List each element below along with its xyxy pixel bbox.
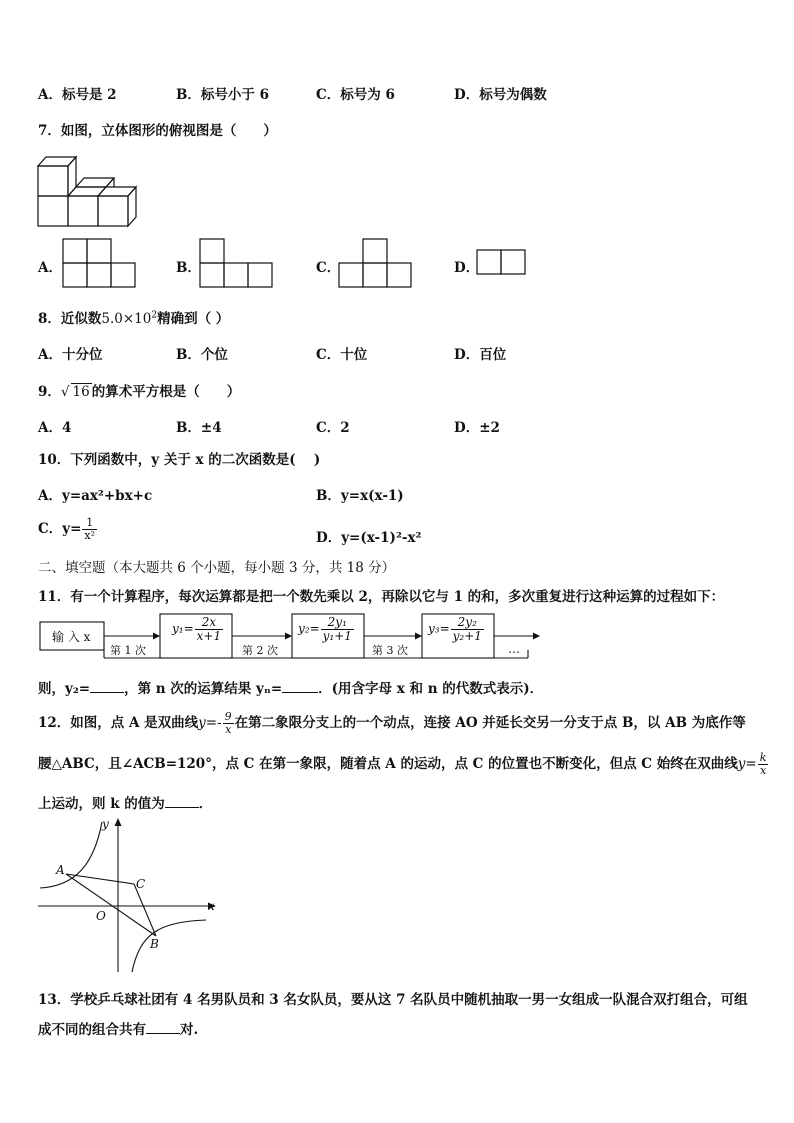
q11-blank-2[interactable] — [282, 692, 318, 693]
q12-hyperbola-figure — [36, 816, 226, 976]
q9-radicand: 16 — [72, 384, 90, 400]
q12-line2-a: 腰△ABC，且∠ACB=120°，点 C 在第一象限，随着点 A 的运动，点 C 的位置也不断变化，但点 C 始终在双曲线 — [38, 756, 738, 772]
q12-point-b-label: B — [150, 937, 159, 951]
q12-point-a-label: A — [56, 863, 65, 877]
q11-box3 — [428, 616, 485, 642]
q10-option-b: B．y=x(x-1) — [316, 488, 404, 504]
q12-line1-numerator: 9 — [224, 710, 232, 724]
q9-option-a: A．4 — [38, 420, 72, 436]
q11-answer-prefix: 则，y₂= — [38, 681, 91, 697]
q10-option-a: A．y=ax²+bx+c — [38, 488, 153, 504]
q11-box3-denominator: y₂+1 — [452, 628, 482, 643]
q8-option-a: A．十分位 — [38, 347, 103, 363]
q11-flow-step1: 第 1 次 — [110, 644, 146, 657]
q11-answer-suffix: ．(用含字母 x 和 n 的代数式表示)． — [318, 681, 544, 697]
q11-answer-line — [38, 677, 543, 697]
q7-stem: 7．如图，立体图形的俯视图是（ ） — [38, 123, 277, 139]
q8-stem — [38, 307, 229, 327]
q9-option-d: D．±2 — [454, 420, 500, 436]
q11-box2 — [298, 616, 355, 642]
q12-line3-b: ． — [198, 796, 213, 812]
q11-box1-numerator: 2x — [195, 616, 223, 630]
q7-label-b: B． — [176, 260, 201, 276]
q10-option-c — [38, 517, 98, 542]
q7-label-a: A． — [38, 260, 62, 276]
q11-box2-denominator: y₁+1 — [322, 628, 352, 643]
q7-option-d-figure — [476, 249, 528, 277]
q9-option-b: B．±4 — [176, 420, 222, 436]
q12-origin-label: O — [96, 909, 106, 923]
q11-box1-denominator: x+1 — [196, 628, 222, 643]
q10-option-c-denominator: x² — [84, 529, 96, 542]
q12-line2-denominator: x — [759, 764, 767, 777]
q11-box3-lhs: y₃= — [428, 621, 450, 636]
q11-flow-step2: 第 2 次 — [242, 644, 278, 657]
q11-flow-step3: 第 3 次 — [372, 644, 408, 657]
q13-line-1: 13．学校乒乓球社团有 4 名男队员和 3 名女队员，要从这 7 名队员中随机抽取一男一女组成一队混合双打组合，可组 — [38, 992, 748, 1008]
q13-blank[interactable] — [146, 1033, 180, 1034]
q11-flow-ellipsis: … — [508, 642, 520, 656]
q7-solid-figure — [36, 152, 156, 232]
q12-line1-denominator: x — [225, 723, 232, 736]
q11-box2-numerator: 2y₁ — [321, 616, 354, 630]
q10-option-d: D．y=(x-1)²-x² — [316, 530, 422, 546]
q12-line1-y: y=- — [198, 715, 222, 731]
q6-option-a: A．标号是 2 — [38, 87, 117, 103]
q8-stem-prefix: 8．近似数 — [38, 311, 102, 327]
q7-option-c-figure — [338, 237, 414, 289]
q12-line2-numerator: k — [759, 751, 767, 765]
q12-line-3 — [38, 792, 212, 812]
q6-option-b: B．标号小于 6 — [176, 87, 270, 103]
sqrt-icon: √ — [60, 384, 70, 400]
q11-answer-mid: ，第 n 次的运算结果 yₙ= — [124, 681, 283, 697]
q6-option-c: C．标号为 6 — [316, 87, 395, 103]
q12-line2-y: y= — [737, 756, 757, 772]
q13-line-2 — [38, 1018, 198, 1038]
q11-stem: 11．有一个计算程序，每次运算都是把一个数先乘以 2，再除以它与 1 的和，多次重复进行这种运算的过程如下： — [38, 589, 725, 605]
q12-line1-a: 12．如图，点 A 是双曲线 — [38, 715, 199, 731]
q12-point-c-label: C — [136, 877, 146, 891]
q7-option-b-figure — [199, 237, 275, 289]
q12-line1-b: 在第二象限分支上的一个动点，连接 AO 并延长交另一分支于点 B，以 AB 为底作等 — [234, 715, 746, 731]
q9-suffix: 的算术平方根是（ ） — [91, 384, 241, 400]
q12-y-axis-label: y — [102, 817, 109, 831]
q7-option-a-figure — [62, 237, 138, 289]
q8-option-b: B．个位 — [176, 347, 228, 363]
q13-line2-a: 成不同的组合共有 — [38, 1022, 146, 1038]
q7-label-d: D． — [454, 260, 480, 276]
q12-line-2 — [38, 752, 769, 777]
q9-option-c: C．2 — [316, 420, 350, 436]
q12-x-axis-label: x — [208, 899, 215, 913]
q9-prefix: 9． — [38, 384, 61, 400]
q10-option-c-prefix: C．y= — [38, 521, 82, 537]
q8-exponent: 2 — [151, 310, 158, 321]
q13-line2-b: 对. — [180, 1022, 199, 1038]
q8-stem-suffix: 精确到（ ） — [157, 311, 230, 327]
q6-option-d: D．标号为偶数 — [454, 87, 547, 103]
q11-blank-1[interactable] — [90, 692, 124, 693]
q12-line-1 — [38, 711, 746, 736]
q8-number: 5.0×10 — [101, 311, 152, 327]
q12-blank[interactable] — [165, 807, 199, 808]
q11-box3-numerator: 2y₂ — [451, 616, 484, 630]
q11-box1-lhs: y₁= — [172, 621, 194, 636]
q9-stem — [38, 380, 240, 400]
q11-box1 — [172, 616, 224, 642]
q11-box2-lhs: y₂= — [298, 621, 320, 636]
section2-title: 二、填空题（本大题共 6 个小题，每小题 3 分，共 18 分） — [38, 560, 396, 576]
q10-option-c-numerator: 1 — [82, 517, 97, 530]
q7-label-c: C． — [316, 260, 341, 276]
q8-option-c: C．十位 — [316, 347, 368, 363]
q12-line3-a: 上运动，则 k 的值为 — [38, 796, 165, 812]
q11-flow-input: 输 入 x — [52, 630, 91, 644]
q10-stem: 10．下列函数中，y 关于 x 的二次函数是( ) — [38, 452, 321, 468]
q8-option-d: D．百位 — [454, 347, 507, 363]
